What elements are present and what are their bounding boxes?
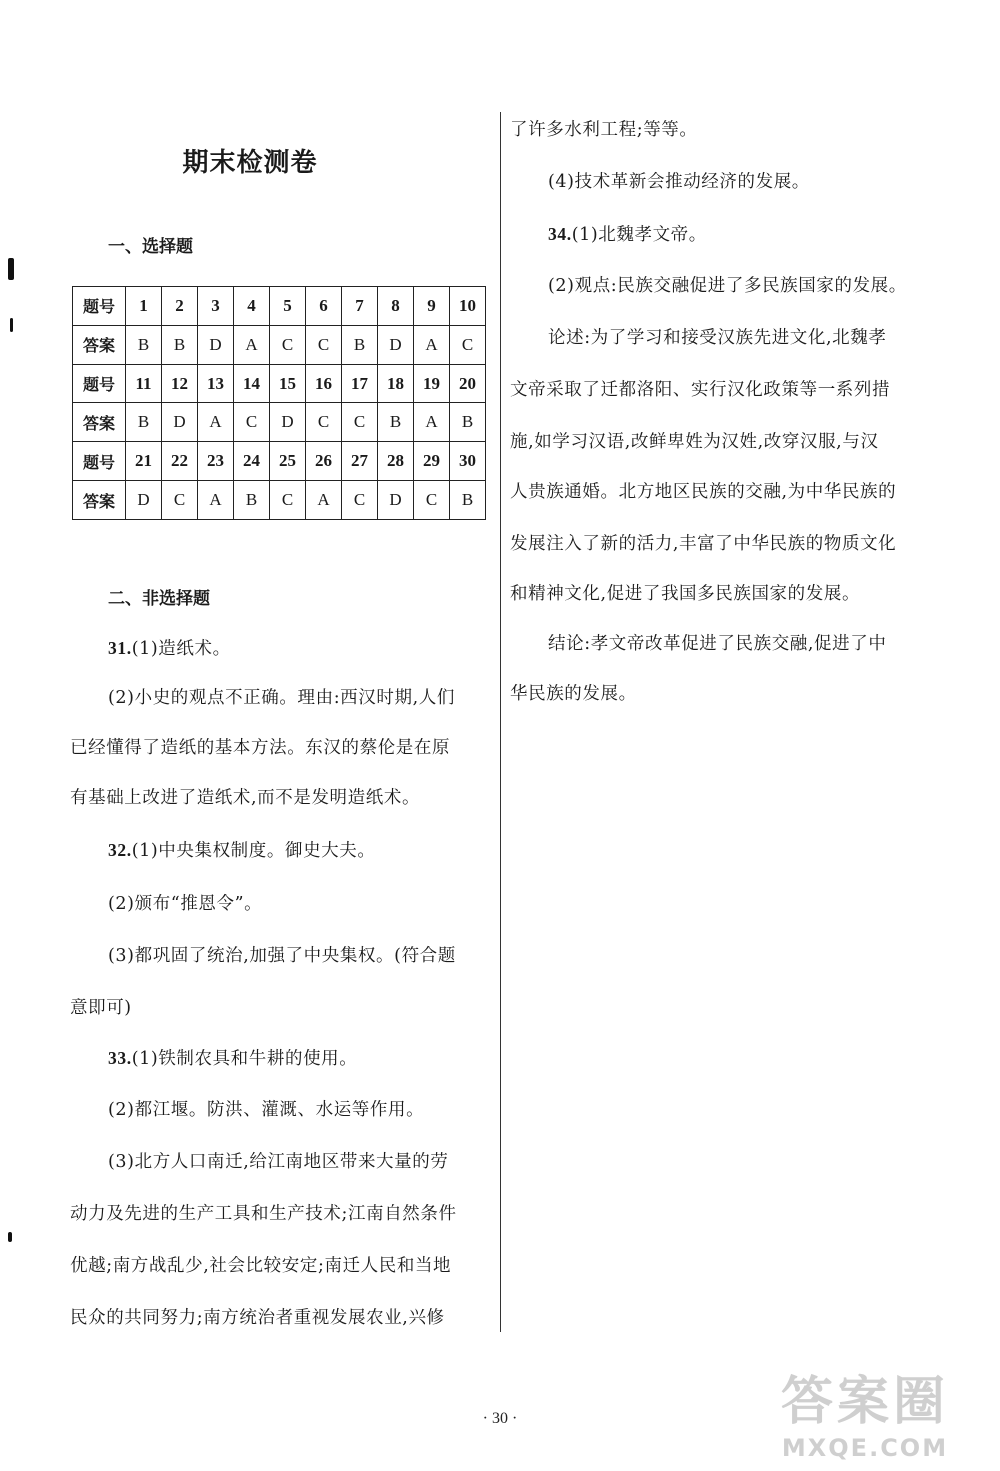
text-line-content: 人贵族通婚。北方地区民族的交融,为中华民族的 [510, 482, 897, 502]
text-line-content: 文帝采取了迁都洛阳、实行汉化政策等一系列措 [510, 380, 891, 400]
text-line-content: (2)小史的观点不正确。理由:西汉时期,人们 [108, 688, 455, 708]
answer-row [73, 403, 486, 442]
answer-cell: D [270, 403, 306, 442]
text-line-content: 华民族的发展。 [510, 684, 637, 704]
question-number-label: 32. [108, 840, 132, 860]
section-heading-non-choice: 二、非选择题 [108, 589, 210, 609]
question-number-label: 33. [108, 1048, 132, 1068]
answer-cell: A [198, 403, 234, 442]
text-line-content: 了许多水利工程;等等。 [510, 120, 698, 140]
text-line [548, 170, 810, 194]
question-number-cell: 12 [162, 364, 198, 403]
text-line [510, 378, 890, 402]
question-number-cell: 11 [126, 364, 162, 403]
text-line-content: (1)北魏孝文帝。 [571, 225, 707, 245]
text-line [70, 736, 450, 760]
answer-cell: B [450, 403, 486, 442]
question-number-cell: 5 [270, 287, 306, 326]
answer-table [72, 286, 486, 520]
answer-cell: A [198, 481, 234, 520]
text-line-content: (4)技术革新会推动经济的发展。 [548, 172, 810, 192]
text-line [70, 1306, 445, 1330]
question-number-row [73, 287, 486, 326]
question-number-label: 31. [108, 638, 132, 658]
question-number-cell: 3 [198, 287, 234, 326]
text-line [70, 786, 420, 810]
question-number-cell: 23 [198, 442, 234, 481]
answer-label: 答案 [73, 325, 126, 364]
question-number-cell: 22 [162, 442, 198, 481]
question-number-cell: 15 [270, 364, 306, 403]
answer-cell: B [450, 481, 486, 520]
question-number-cell: 8 [378, 287, 414, 326]
text-line [108, 636, 231, 661]
answer-cell: D [198, 325, 234, 364]
text-line-content: (1)中央集权制度。御史大夫。 [131, 841, 376, 861]
answer-cell: C [306, 325, 342, 364]
answer-cell: D [162, 403, 198, 442]
question-number-row [73, 364, 486, 403]
column-divider [500, 112, 501, 1332]
text-line [108, 1150, 448, 1174]
question-number-cell: 20 [450, 364, 486, 403]
watermark-site-text: MXQE.COM [781, 1434, 949, 1462]
question-number-cell: 2 [162, 287, 198, 326]
answer-cell: B [342, 325, 378, 364]
answer-cell: C [342, 481, 378, 520]
text-line-content: 动力及先进的生产工具和生产技术;江南自然条件 [70, 1204, 457, 1224]
text-line [510, 682, 637, 706]
answer-cell: B [162, 325, 198, 364]
answer-cell: B [234, 481, 270, 520]
answer-cell: C [306, 403, 342, 442]
page-title: 期末检测卷 [182, 148, 318, 178]
answer-cell: A [306, 481, 342, 520]
answer-cell: A [414, 325, 450, 364]
answer-row [73, 481, 486, 520]
watermark-logo [740, 1370, 990, 1465]
answer-cell: C [270, 481, 306, 520]
text-line [510, 582, 860, 606]
answer-cell: A [414, 403, 450, 442]
text-line-content: 论述:为了学习和接受汉族先进文化,北魏孝 [548, 328, 887, 348]
question-number-label: 题号 [73, 287, 126, 326]
text-line-content: 发展注入了新的活力,丰富了中华民族的物质文化 [510, 534, 897, 554]
question-number-cell: 27 [342, 442, 378, 481]
text-line [548, 222, 707, 247]
text-line [510, 532, 896, 556]
text-line [548, 274, 907, 298]
question-number-label: 题号 [73, 364, 126, 403]
text-line-content: (1)铁制农具和牛耕的使用。 [131, 1049, 358, 1069]
question-number-cell: 1 [126, 287, 162, 326]
text-line-content: 结论:孝文帝改革促进了民族交融,促进了中 [548, 634, 887, 654]
text-line [108, 1046, 357, 1071]
answer-cell: B [126, 403, 162, 442]
answer-cell: C [342, 403, 378, 442]
question-number-cell: 19 [414, 364, 450, 403]
text-line [70, 996, 132, 1020]
question-number-cell: 6 [306, 287, 342, 326]
text-line-content: 民众的共同努力;南方统治者重视发展农业,兴修 [70, 1308, 445, 1328]
question-number-row [73, 442, 486, 481]
question-number-cell: 26 [306, 442, 342, 481]
answer-label: 答案 [73, 481, 126, 520]
text-line [108, 838, 375, 863]
question-number-cell: 4 [234, 287, 270, 326]
page-number: · 30 · [482, 1410, 518, 1427]
answer-cell: A [234, 325, 270, 364]
question-number-label: 34. [548, 224, 572, 244]
text-line [548, 632, 886, 656]
question-number-cell: 9 [414, 287, 450, 326]
text-line [70, 1254, 451, 1278]
text-line-content: (2)颁布“推恩令”。 [108, 894, 263, 914]
answer-cell: D [126, 481, 162, 520]
watermark-logo-text: 答案圈 [780, 1372, 949, 1432]
margin-mark [10, 318, 13, 332]
text-line-content: (3)都巩固了统治,加强了中央集权。(符合题 [108, 946, 456, 966]
answer-cell: B [378, 403, 414, 442]
text-line-content: 有基础上改进了造纸术,而不是发明造纸术。 [70, 788, 421, 808]
question-number-cell: 7 [342, 287, 378, 326]
text-line [510, 430, 879, 454]
answer-cell: C [414, 481, 450, 520]
section-heading-choice: 一、选择题 [108, 237, 193, 257]
text-line [510, 480, 896, 504]
text-line-content: 施,如学习汉语,改鲜卑姓为汉姓,改穿汉服,与汉 [510, 432, 879, 452]
answer-cell: D [378, 481, 414, 520]
text-line [108, 1098, 424, 1122]
question-number-cell: 13 [198, 364, 234, 403]
text-line-content: 优越;南方战乱少,社会比较安定;南迁人民和当地 [70, 1256, 452, 1276]
answer-cell: D [378, 325, 414, 364]
question-number-label: 题号 [73, 442, 126, 481]
question-number-cell: 10 [450, 287, 486, 326]
text-line-content: (3)北方人口南迁,给江南地区带来大量的劳 [108, 1152, 449, 1172]
text-line [548, 326, 886, 350]
text-line [108, 686, 455, 710]
question-number-cell: 29 [414, 442, 450, 481]
question-number-cell: 24 [234, 442, 270, 481]
text-line [108, 892, 262, 916]
answer-row [73, 325, 486, 364]
answer-cell: B [126, 325, 162, 364]
question-number-cell: 21 [126, 442, 162, 481]
text-line [70, 1202, 457, 1226]
text-line-content: 意即可) [70, 998, 132, 1018]
margin-mark [8, 1232, 12, 1242]
question-number-cell: 18 [378, 364, 414, 403]
text-line [510, 118, 698, 142]
text-line-content: (2)都江堰。防洪、灌溉、水运等作用。 [108, 1100, 425, 1120]
text-line-content: (1)造纸术。 [131, 639, 231, 659]
answer-cell: C [234, 403, 270, 442]
text-line-content: 和精神文化,促进了我国多民族国家的发展。 [510, 584, 861, 604]
question-number-cell: 25 [270, 442, 306, 481]
question-number-cell: 28 [378, 442, 414, 481]
text-line [108, 944, 456, 968]
question-number-cell: 16 [306, 364, 342, 403]
answer-cell: C [162, 481, 198, 520]
question-number-cell: 30 [450, 442, 486, 481]
text-line-content: 已经懂得了造纸的基本方法。东汉的蔡伦是在原 [70, 738, 451, 758]
question-number-cell: 14 [234, 364, 270, 403]
answer-cell: C [270, 325, 306, 364]
margin-mark [8, 258, 14, 280]
question-number-cell: 17 [342, 364, 378, 403]
answer-label: 答案 [73, 403, 126, 442]
answer-cell: C [450, 325, 486, 364]
text-line-content: (2)观点:民族交融促进了多民族国家的发展。 [548, 276, 907, 296]
